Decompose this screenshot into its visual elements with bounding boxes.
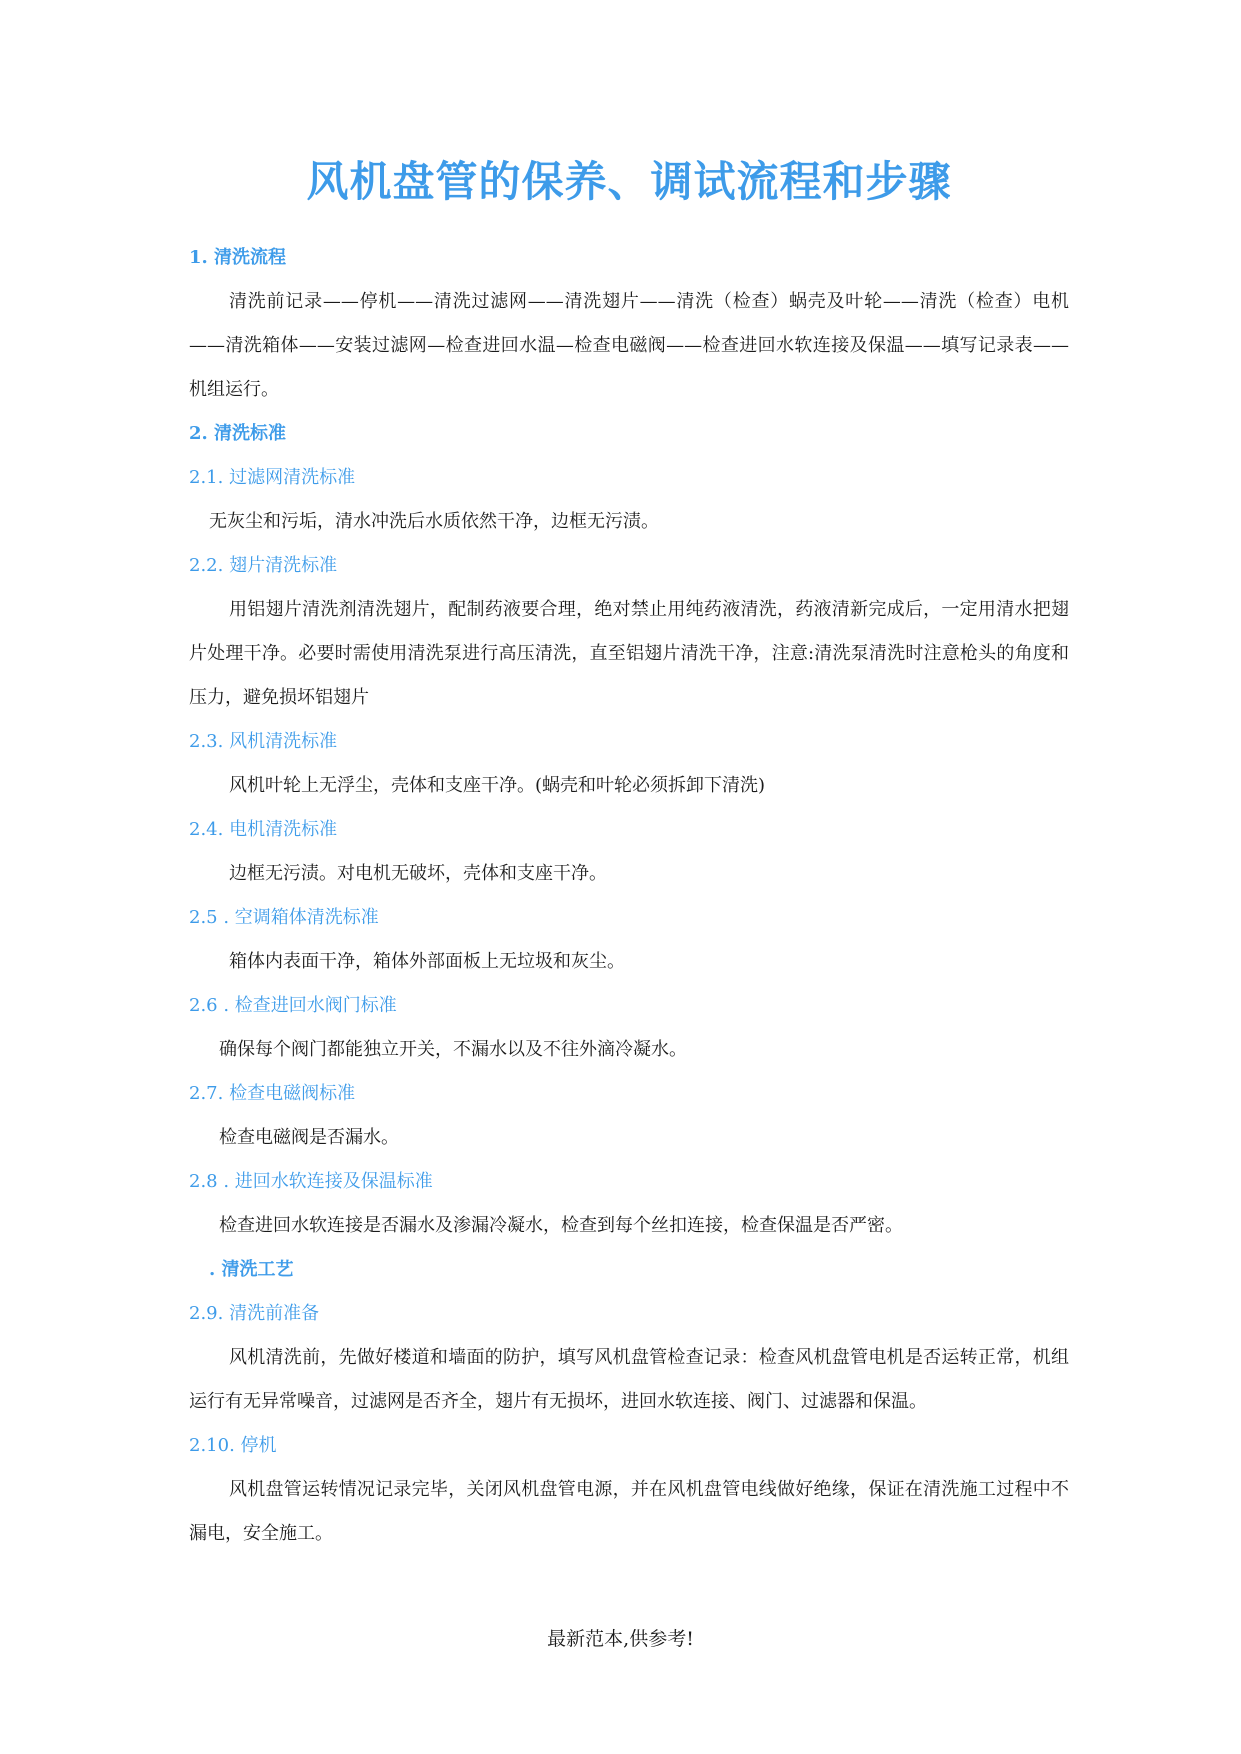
subsection-heading: 2.1. 过滤网清洗标准 xyxy=(189,467,356,488)
subsection-heading: 2.5 . 空调箱体清洗标准 xyxy=(189,907,379,928)
document-content xyxy=(189,236,1069,1556)
body-paragraph: 无灰尘和污垢，清水冲洗后水质依然干净，边框无污渍。 xyxy=(209,511,659,532)
subsection-heading: 2.9. 清洗前准备 xyxy=(189,1303,320,1324)
section-heading: . 清洗工艺 xyxy=(209,1259,294,1280)
body-paragraph: 箱体内表面干净，箱体外部面板上无垃圾和灰尘。 xyxy=(229,951,625,972)
subsection-heading: 2.4. 电机清洗标准 xyxy=(189,819,338,840)
subsection-heading: 2.10. 停机 xyxy=(189,1435,277,1456)
page-footer: 最新范本,供参考! xyxy=(547,1628,694,1650)
body-paragraph: 清洗前记录——停机——清洗过滤网——清洗翅片——清洗（检查）蜗壳及叶轮——清洗（检查）电机——清洗箱体——安装过滤网—检查进回水温—检查电磁阀——检查进回水软连接及保温——填写记录表——机组运行。 xyxy=(189,291,1069,400)
body-paragraph: 风机叶轮上无浮尘，壳体和支座干净。(蜗壳和叶轮必须拆卸下清洗) xyxy=(229,775,766,796)
body-paragraph: 风机盘管运转情况记录完毕，关闭风机盘管电源，并在风机盘管电线做好绝缘，保证在清洗施工过程中不漏电，安全施工。 xyxy=(189,1479,1069,1544)
body-paragraph: 检查进回水软连接是否漏水及渗漏冷凝水，检查到每个丝扣连接，检查保温是否严密。 xyxy=(219,1215,903,1236)
subsection-heading: 2.6 . 检查进回水阀门标准 xyxy=(189,995,397,1016)
subsection-heading: 2.3. 风机清洗标准 xyxy=(189,731,338,752)
subsection-heading: 2.8 . 进回水软连接及保温标准 xyxy=(189,1171,433,1192)
body-paragraph: 检查电磁阀是否漏水。 xyxy=(219,1127,399,1148)
body-paragraph: 风机清洗前，先做好楼道和墙面的防护，填写风机盘管检查记录：检查风机盘管电机是否运转正常，机组运行有无异常噪音，过滤网是否齐全，翅片有无损坏，进回水软连接、阀门、过滤器和保温。 xyxy=(189,1347,1069,1412)
body-paragraph: 边框无污渍。对电机无破坏，壳体和支座干净。 xyxy=(229,863,607,884)
page-title: 风机盘管的保养、调试流程和步骤 xyxy=(306,157,952,206)
document-body xyxy=(189,150,1069,1556)
section-heading: 1. 清洗流程 xyxy=(189,247,287,268)
subsection-heading: 2.2. 翅片清洗标准 xyxy=(189,555,338,576)
body-paragraph: 确保每个阀门都能独立开关，不漏水以及不往外滴冷凝水。 xyxy=(219,1039,687,1060)
subsection-heading: 2.7. 检查电磁阀标准 xyxy=(189,1083,356,1104)
section-heading: 2. 清洗标准 xyxy=(189,423,287,444)
body-paragraph: 用铝翅片清洗剂清洗翅片，配制药液要合理，绝对禁止用纯药液清洗，药液清新完成后，一定用清水把翅片处理干净。必要时需使用清洗泵进行高压清洗，直至铝翅片清洗干净，注意:清洗泵清洗时注意枪头的角度和压力，避免损坏铝翅片 xyxy=(189,599,1069,708)
